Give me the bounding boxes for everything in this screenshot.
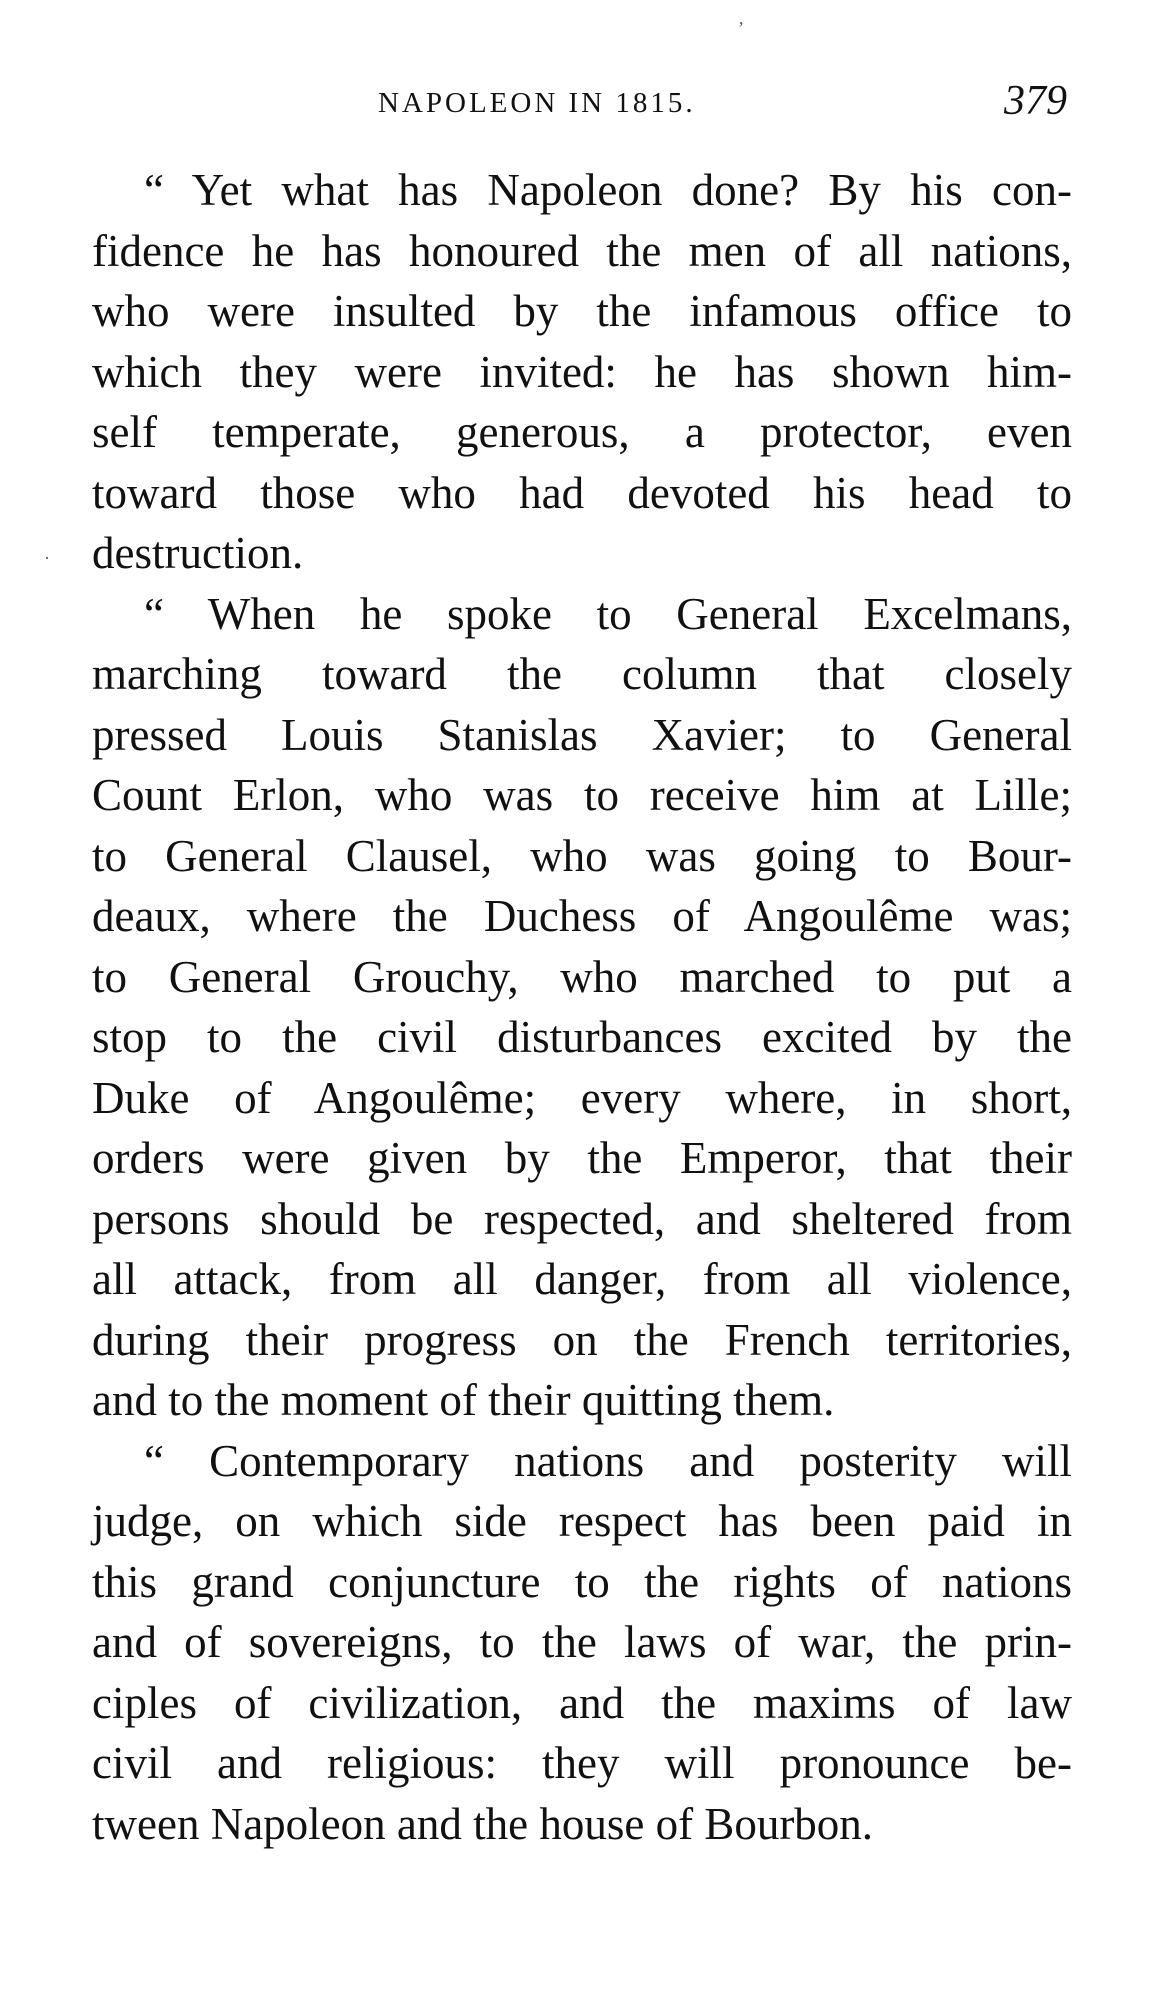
text-line: Count Erlon, who was to receive him at Lille; (92, 770, 1072, 820)
paragraph-3 (92, 1431, 1072, 1855)
body-text (92, 160, 1072, 1854)
text-line: destruction. (92, 528, 304, 578)
text-line: judge, on which side respect has been paid in (92, 1496, 1072, 1546)
text-line: all attack, from all danger, from all violence, (92, 1254, 1072, 1304)
text-line: during their progress on the French territories, (92, 1314, 1072, 1365)
text-line: pressed Louis Stanislas Xavier; to General (92, 709, 1072, 760)
text-line: deaux, where the Duchess of Angoulême was; (92, 891, 1072, 941)
text-line: stop to the civil disturbances excited by the (92, 1012, 1072, 1062)
print-speck: · (44, 548, 50, 568)
text-line: to General Clausel, who was going to Bour- (92, 830, 1072, 881)
text-line: fidence he has honoured the men of all nations, (92, 225, 1072, 276)
text-line: tween Napoleon and the house of Bourbon. (92, 1798, 874, 1849)
text-line: marching toward the column that closely (92, 649, 1072, 699)
page-number: 379 (1004, 78, 1067, 124)
paragraph-1 (92, 160, 1072, 584)
text-line: and to the moment of their quitting them. (92, 1375, 835, 1425)
text-line: self temperate, generous, a protector, even (92, 407, 1072, 457)
text-line: “ Contemporary nations and posterity will (144, 1435, 1072, 1486)
text-line: persons should be respected, and sheltered from (92, 1193, 1072, 1244)
running-head (0, 78, 1149, 128)
text-line: “ When he spoke to General Excelmans, (144, 588, 1072, 639)
text-line: “ Yet what has Napoleon done? By his con- (144, 165, 1072, 215)
text-line: Duke of Angoulême; every where, in short, (92, 1072, 1072, 1123)
running-title: NAPOLEON IN 1815. (378, 87, 696, 119)
text-line: to General Grouchy, who marched to put a (92, 951, 1072, 1002)
text-line: this grand conjuncture to the rights of nations (92, 1556, 1072, 1607)
text-line: civil and religious: they will pronounce be- (92, 1738, 1072, 1788)
text-line: orders were given by the Emperor, that their (92, 1133, 1072, 1183)
text-line: toward those who had devoted his head to (92, 467, 1072, 518)
text-line: who were insulted by the infamous office to (92, 286, 1072, 336)
paragraph-2 (92, 584, 1072, 1431)
text-line: ciples of civilization, and the maxims of law (92, 1677, 1072, 1728)
text-line: and of sovereigns, to the laws of war, the prin- (92, 1617, 1072, 1667)
text-line: which they were invited: he has shown him- (92, 346, 1072, 397)
print-speck: ʼ (738, 18, 744, 38)
